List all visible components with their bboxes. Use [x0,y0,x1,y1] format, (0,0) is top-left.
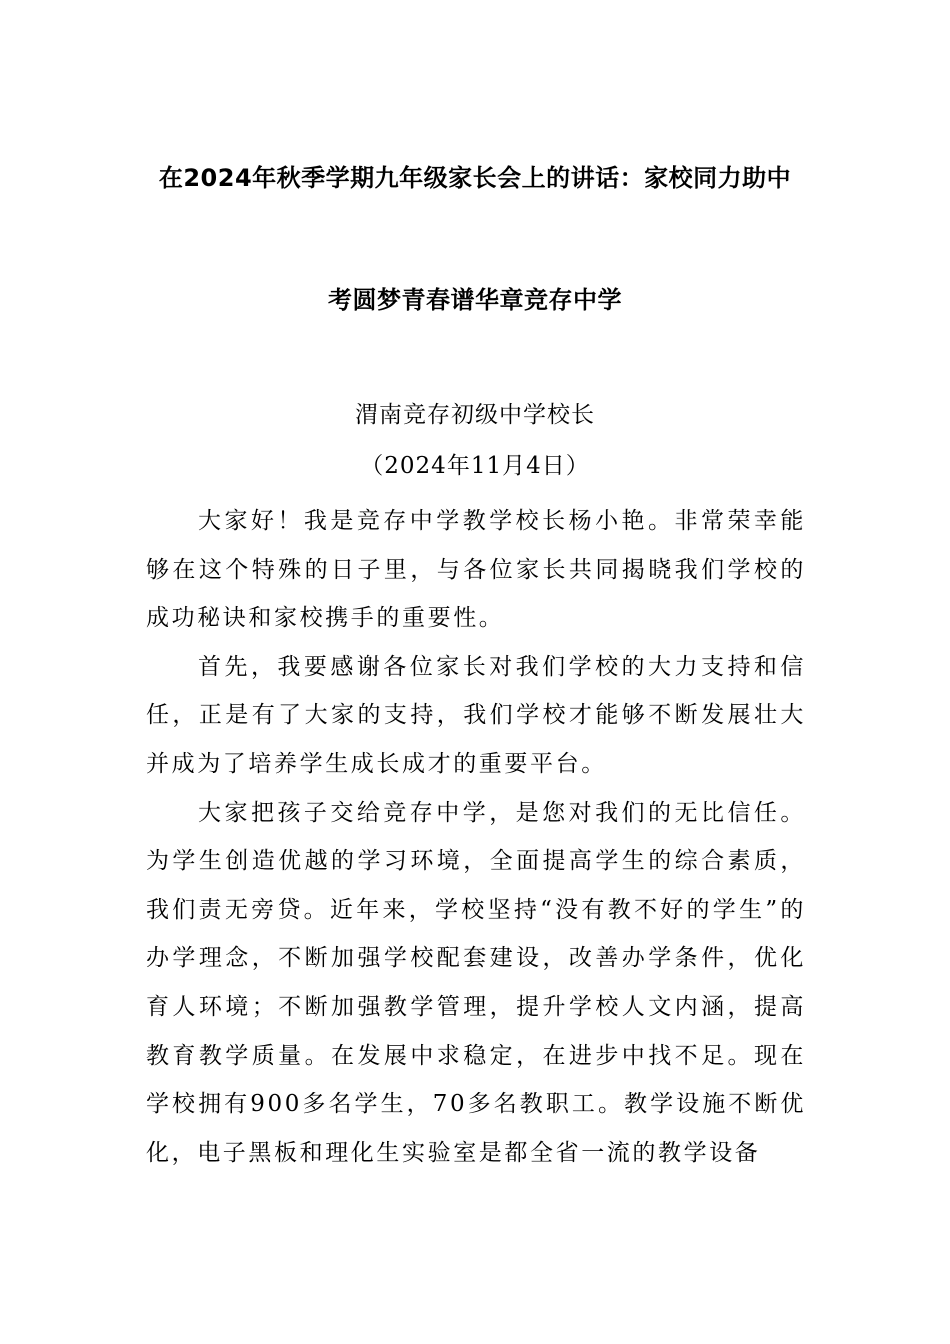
speech-body [146,497,806,1177]
body-paragraph: 大家把孩子交给竞存中学，是您对我们的无比信任。为学生创造优越的学习环境，全面提高学生的综合素质，我们责无旁贷。近年来，学校坚持“没有教不好的学生”的办学理念，不断加强学校配套建设，改善办学条件，优化育人环境；不断加强教学管理，提升学校人文内涵，提高教育教学质量。在发展中求稳定，在进步中找不足。现在学校拥有900多名学生，70多名教职工。教学设施不断优化，电子黑板和理化生实验室是都全省一流的教学设备 [146,799,806,1166]
speaker-byline: 渭南竞存初级中学校长 [355,402,595,428]
body-paragraph: 大家好！我是竞存中学教学校长杨小艳。非常荣幸能够在这个特殊的日子里，与各位家长共同揭晓我们学校的成功秘诀和家校携手的重要性。 [146,508,806,632]
document-title-line-2: 考圆梦青春谱华章竞存中学 [328,286,622,314]
body-paragraph: 首先，我要感谢各位家长对我们学校的大力支持和信任，正是有了大家的支持，我们学校才能够不断发展壮大并成为了培养学生成长成才的重要平台。 [146,653,806,777]
speech-date: （2024年11月4日） [360,453,590,479]
document-title-line-1: 在2024年秋季学期九年级家长会上的讲话：家校同力助中 [158,164,792,192]
